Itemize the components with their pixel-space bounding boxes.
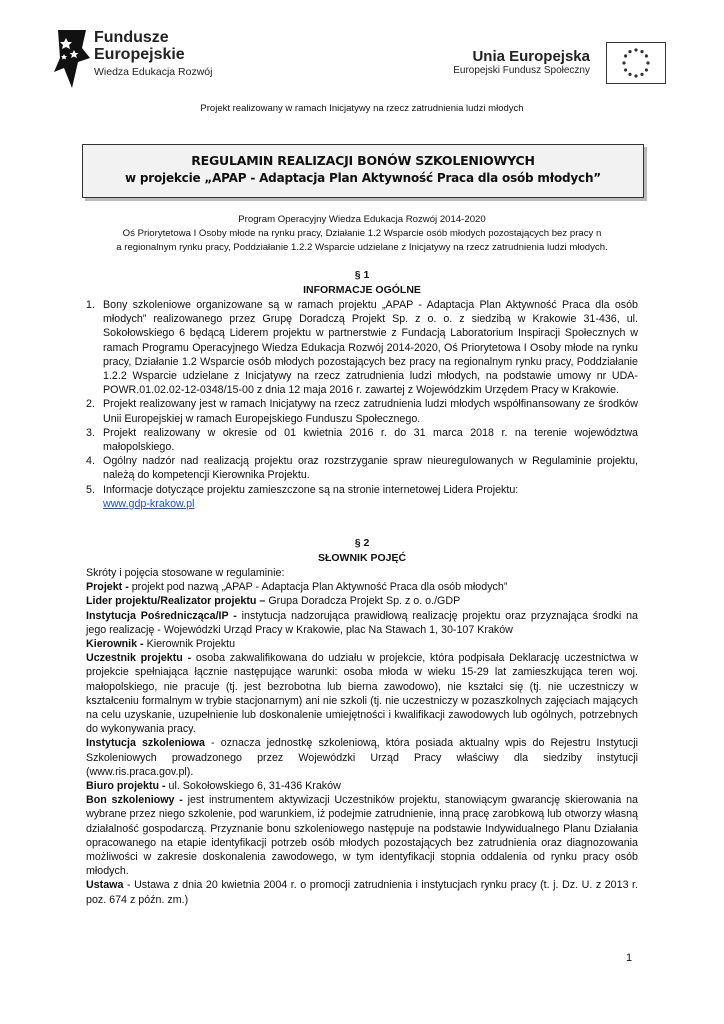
list-item <box>86 454 638 482</box>
project-line: Projekt realizowany w ramach Inicjatywy na rzecz zatrudnienia ludzi młodych <box>200 103 524 114</box>
list-text: Projekt realizowany w okresie od 01 kwietnia 2016 r. do 31 marca 2018 r. na terenie województwa małopolskiego. <box>103 426 638 454</box>
glossary-term: Kierownik - <box>86 638 144 651</box>
section1-number: § 1 <box>354 269 370 281</box>
list-number: 3. <box>86 426 95 439</box>
glossary-term: Uczestnik projektu - <box>86 652 192 665</box>
glossary-term: Lider projektu/Realizator projektu – <box>86 595 266 608</box>
ue-logo-text <box>453 48 590 77</box>
program-line2: Oś Priorytetowa I Osoby młode na rynku pracy, Działanie 1.2 Wsparcie osób młodych pozostających bez pracy n <box>122 227 602 239</box>
program-line1: Program Operacyjny Wiedza Edukacja Rozwój 2014-2020 <box>238 214 486 225</box>
section1-heading: INFORMACJE OGÓLNE <box>303 283 421 296</box>
glossary-definition: - oznacza jednostkę szkoleniową, która posiada aktualny wpis do Rejestru Instytucji Szkoleniowych prowadzonego przez Wojewódzki Urząd Pracy właściwy dla siedziby instytucji (www.ris.praca.gov.pl). <box>86 737 638 778</box>
list-number: 1. <box>86 299 95 311</box>
glossary-term: Ustawa <box>86 879 124 892</box>
glossary-intro: Skróty i pojęcia stosowane w regulaminie: <box>86 567 285 579</box>
glossary-entry <box>86 651 638 736</box>
section2-number: § 2 <box>354 537 370 549</box>
list-item <box>86 298 638 397</box>
glossary-definition: Grupa Doradcza Projekt Sp. z o. o./GDP <box>265 595 461 608</box>
glossary-term: Biuro projektu - <box>86 780 166 793</box>
glossary-term: Instytucja Pośrednicząca/IP - <box>86 609 237 622</box>
title-box <box>82 144 644 198</box>
fe-logo-line3: Wiedza Edukacja Rozwój <box>94 65 213 78</box>
fe-star-flag-icon <box>52 28 92 90</box>
list-item <box>86 397 638 425</box>
fe-logo-line2: Europejskie <box>94 45 185 63</box>
list-text: Ogólny nadzór nad realizacją projektu oraz rozstrzyganie spraw nieuregulowanych w Regulaminie projektu, należą do kompetencji Kierownika Projektu. <box>103 455 638 482</box>
glossary-entry <box>86 580 638 594</box>
program-info <box>0 213 724 255</box>
list-text: Informacje dotyczące projektu zamieszczone są na stronie internetowej Lidera Projektu: <box>103 483 519 496</box>
glossary-definition: jest instrumentem aktywizacji Uczestników projektu, stanowiącym gwarancję skierowania na wybrane przez niego szkolenie, pod warunkiem, iż podejmie zatrudnienie, inną pracę zarobkową lub otworzy własną działalność gospodarczą. Przyznanie bonu szkoleniowego następuje na podstawie Indywidualnego Planu Działania opracowanego na etapie identyfikacji potrzeb osób młodych pozostających bez zatrudnienia oraz diagnozowania możliwości w zakresie doskonalenia zawodowego, w tym identyfikacji stopnia oddalenia od rynku pracy osób młodych. <box>86 794 638 878</box>
fe-logo-line1: Fundusze <box>94 29 169 46</box>
list-text: Bony szkoleniowe organizowane są w ramach projektu „APAP - Adaptacja Plan Aktywność Praca dla osób młodych” realizowanego przez Grupę Doradczą Projekt Sp. z o. o. z siedzibą w Krakowie 31-436, ul. Sokołowskiego 6 będącą Liderem projektu w partnerstwie z Fundacją Laboratorium Inspiracji Społecznych w ramach Programu Operacyjnego Wiedza Edukacja Rozwój 2014-2020, Oś Priorytetowa I Osoby młode na rynku pracy, Działanie 1.2 Wsparcie osób młodych pozostających bez pracy na regionalnym rynku pracy, Poddziałanie 1.2.2 Wsparcie udzielane z Inicjatywy na rzecz zatrudnienia ludzi młodych, na podstawie umowy nr UDA-POWR.01.02.02-12-0348/15-00 z dnia 12 maja 2016 r. zawartej z Wojewódzkim Urzędem Pracy w Krakowie. <box>103 299 638 397</box>
section2-heading: SŁOWNIK POJĘĆ <box>317 551 407 564</box>
document-subtitle: w projekcie „APAP - Adaptacja Plan Aktywność Praca dla osób młodych” <box>125 171 601 185</box>
glossary-definition: - Ustawa z dnia 20 kwietnia 2004 r. o promocji zatrudnienia i instytucjach rynku pracy (t. j. Dz. U. z 2013 r. poz. 674 z późn. zm.) <box>86 879 638 906</box>
glossary-entry <box>86 736 638 779</box>
glossary-term: Instytucja szkoleniowa <box>86 737 205 750</box>
glossary-entry <box>86 594 638 608</box>
glossary <box>86 566 638 907</box>
glossary-entry <box>86 637 638 651</box>
list-text: Projekt realizowany jest w ramach Inicjatywy na rzecz zatrudnienia ludzi młodych współfinansowany ze środków Unii Europejskiej w ramach Europejskiego Funduszu Społecznego. <box>103 398 638 425</box>
section1-header <box>0 268 724 297</box>
fe-logo-text <box>94 30 212 78</box>
list-number: 2. <box>86 398 95 411</box>
glossary-entry <box>86 779 638 793</box>
glossary-definition: instytucja nadzorująca prawidłową realizację projektu oraz przyznająca środki na jego realizację - Wojewódzki Urząd Pracy w Krakowie, plac Na Stawach 1, 30-107 Kraków <box>86 609 638 636</box>
ue-title: Unia Europejska <box>472 48 590 65</box>
fe-logo <box>52 28 92 90</box>
lider-website-link[interactable]: www.gdp-krakow.pl <box>103 497 195 510</box>
list-number: 4. <box>86 455 95 468</box>
eu-flag-icon <box>607 43 665 83</box>
program-line3: a regionalnym rynku pracy, Poddziałanie 1.2.2 Wsparcie udzielane z Inicjatywy na rzecz zatrudnienia ludzi młodych. <box>116 241 608 253</box>
glossary-definition: ul. Sokołowskiego 6, 31-436 Kraków <box>165 780 341 793</box>
glossary-entry <box>86 878 638 906</box>
glossary-term: Bon szkoleniowy - <box>86 794 183 807</box>
document-title: REGULAMIN REALIZACJI BONÓW SZKOLENIOWYCH <box>191 153 535 168</box>
glossary-definition: projekt pod nazwą „APAP - Adaptacja Plan Aktywność Praca dla osób młodych” <box>128 581 508 594</box>
section2-header <box>0 536 724 565</box>
list-item <box>86 483 638 511</box>
list-number: 5. <box>86 483 95 496</box>
glossary-definition: osoba zakwalifikowana do udziału w projekcie, która podpisała Deklarację uczestnictwa w projekcie spełniająca łącznie następujące warunki: osoba młoda w wieku 15-29 lat zamieszkująca teren woj. małopolskiego, nie pracuje (tj. jest bezrobotna lub bierna zawodowo), nie kształci się (tj. nie uczestniczy w kształceniu formalnym w trybie stacjonarnym) ani nie szkoli (tj. nie uczestniczy w pozaszkolnych zajęciach mających na celu uzyskanie, uzupełnienie lub doskonalenie umiejętności i kwalifikacji zawodowych lub ogólnych, potrzebnych do wykonywania pracy. <box>86 652 638 736</box>
list-item <box>86 426 638 454</box>
eu-flag <box>606 42 666 84</box>
page-number: 1 <box>626 952 633 964</box>
glossary-definition: Kierownik Projektu <box>143 638 236 651</box>
section1-list <box>86 298 638 511</box>
glossary-entry <box>86 793 638 878</box>
ue-subtitle: Europejski Fundusz Społeczny <box>453 65 590 77</box>
glossary-term: Projekt - <box>86 581 129 594</box>
glossary-entry <box>86 609 638 637</box>
